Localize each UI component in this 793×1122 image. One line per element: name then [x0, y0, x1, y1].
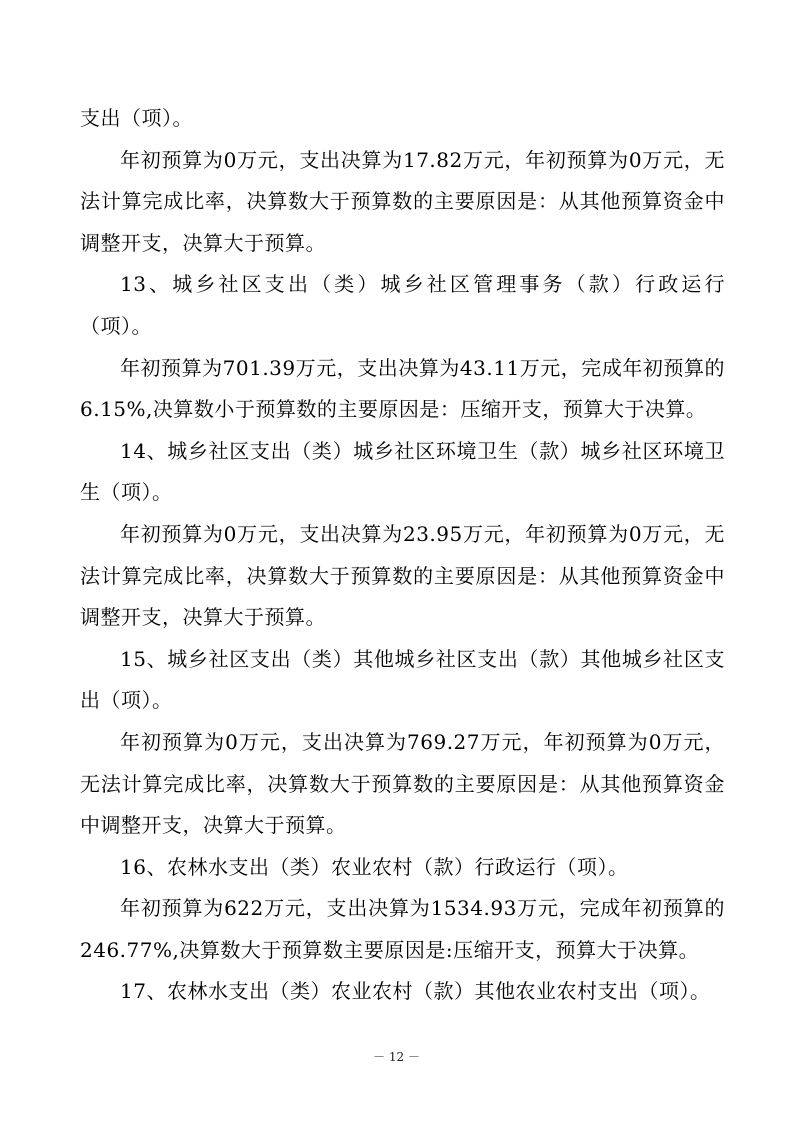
paragraph: 年初预算为622万元，支出决算为1534.93万元，完成年初预算的246.77%,决算数大于预算数主要原因是:压缩开支，预算大于决算。	[80, 896, 725, 962]
page-number: － 12 －	[373, 1050, 420, 1064]
section-heading: 17、农林水支出（类）农业农村（款）其他农业农村支出（项）。	[120, 979, 711, 1004]
section-heading: 14、城乡社区支出（类）城乡社区环境卫生（款）城乡社区环境卫生（项）。	[80, 438, 725, 505]
section-heading: 16、农林水支出（类）农业农村（款）行政运行（项）。	[120, 854, 629, 879]
paragraph: 年初预算为0万元，支出决算为769.27万元，年初预算为0万元，无法计算完成比率，决算数大于预算数的主要原因是：从其他预算资金中调整开支，决算大于预算。	[80, 729, 725, 838]
document-body	[80, 98, 725, 1013]
paragraph: 年初预算为0万元，支出决算为23.95万元，年初预算为0万元，无法计算完成比率，决算数大于预算数的主要原因是：从其他预算资金中调整开支，决算大于预算。	[80, 521, 725, 630]
paragraph: 年初预算为0万元，支出决算为17.82万元，年初预算为0万元，无法计算完成比率，决算数大于预算数的主要原因是：从其他预算资金中调整开支，决算大于预算。	[80, 147, 725, 255]
section-heading: 13、城乡社区支出（类）城乡社区管理事务（款）行政运行（项）。	[80, 272, 725, 338]
section-heading: 15、城乡社区支出（类）其他城乡社区支出（款）其他城乡社区支出（项）。	[80, 646, 725, 713]
paragraph: 支出（项）。	[80, 106, 193, 130]
paragraph: 年初预算为701.39万元，支出决算为43.11万元，完成年初预算的6.15%,决算数小于预算数的主要原因是：压缩开支，预算大于决算。	[80, 355, 725, 422]
